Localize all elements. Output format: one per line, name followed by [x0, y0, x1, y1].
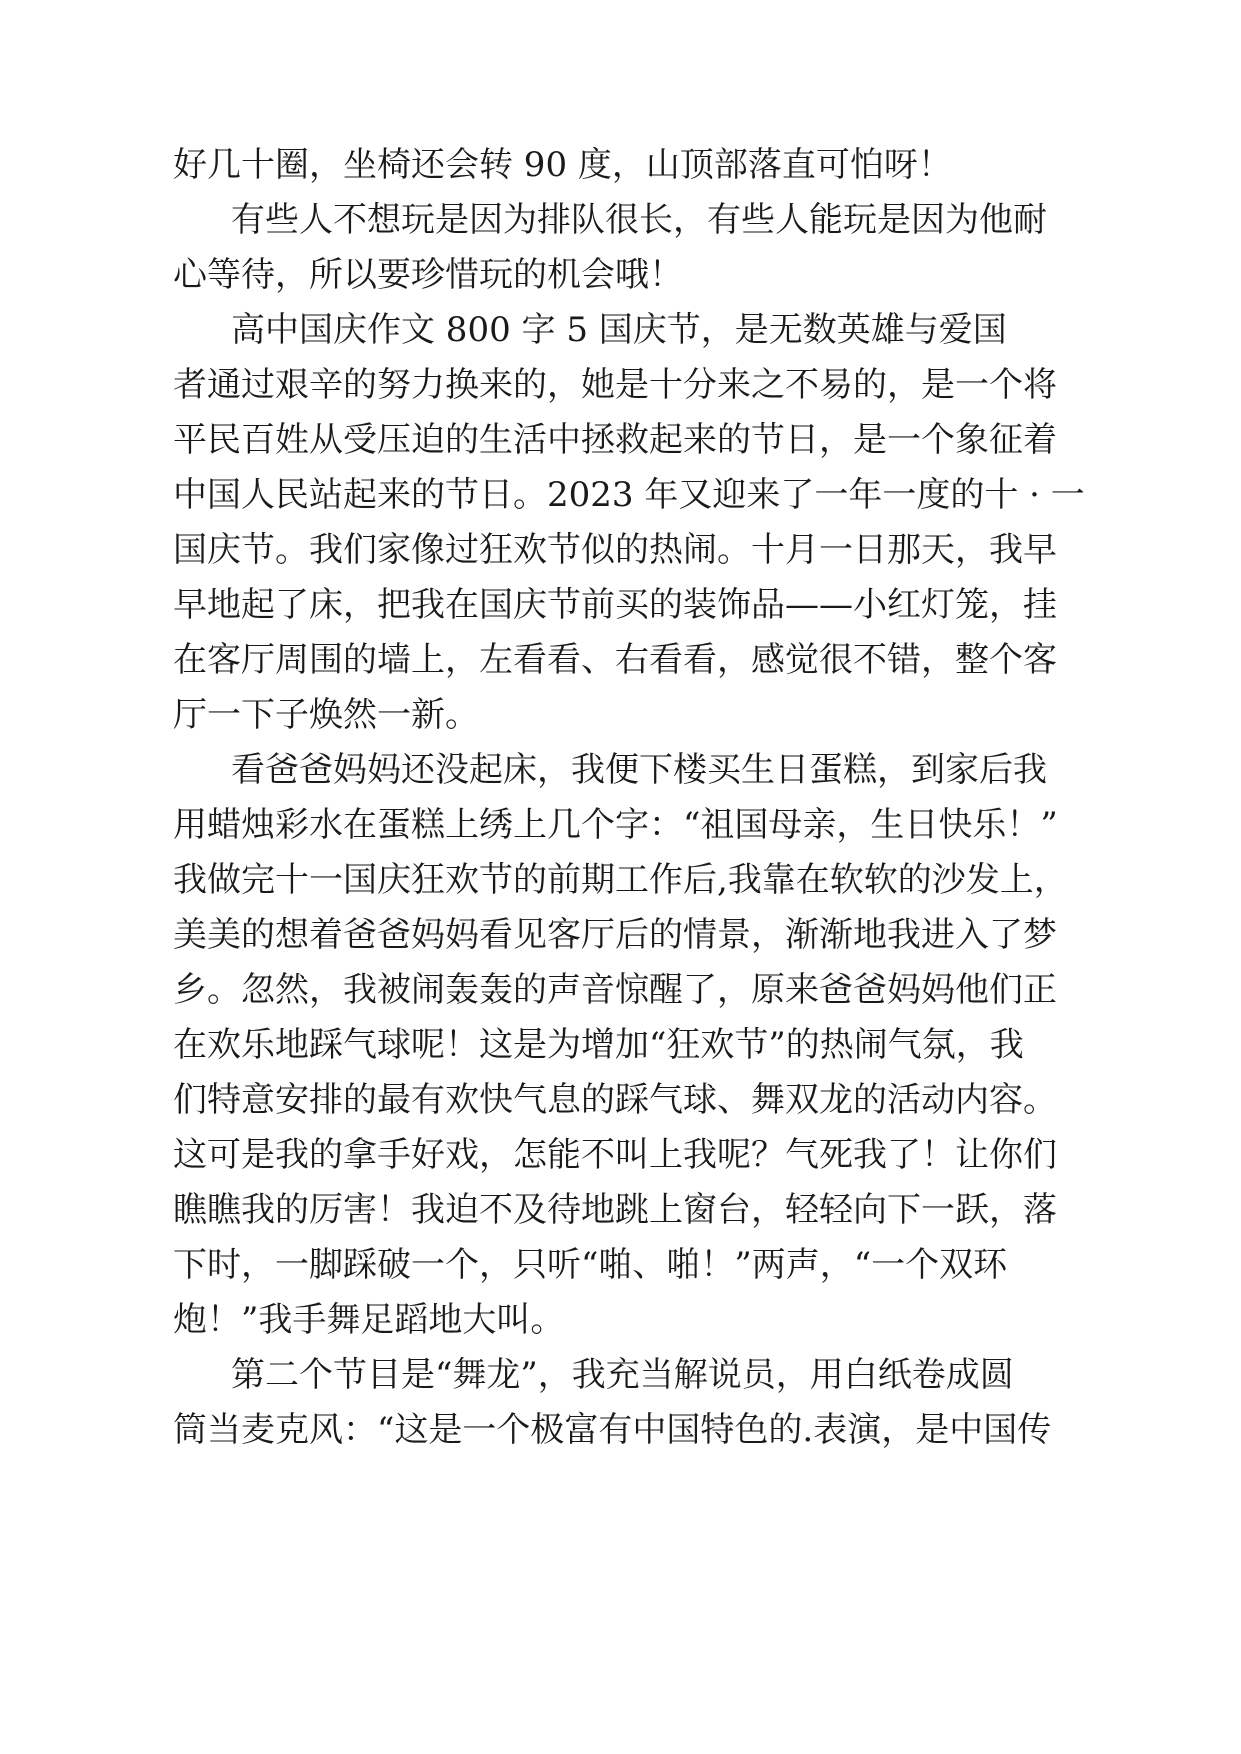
- text-line: 国庆节。我们家像过狂欢节似的热闹。十月一日那天，我早: [173, 530, 1057, 570]
- text-line: 炮！”我手舞足蹈地大叫。: [173, 1300, 565, 1340]
- text-line: 第二个节目是“舞龙”，我充当解说员，用白纸卷成圆: [231, 1355, 1014, 1395]
- text-line: 们特意安排的最有欢快气息的踩气球、舞双龙的活动内容。: [173, 1080, 1057, 1120]
- text-line: 在欢乐地踩气球呢！这是为增加“狂欢节”的热闹气氛，我: [173, 1025, 1024, 1065]
- text-line: 筒当麦克风：“这是一个极富有中国特色的.表演，是中国传: [173, 1410, 1052, 1450]
- text-line: 平民百姓从受压迫的生活中拯救起来的节日，是一个象征着: [173, 420, 1057, 460]
- text-line: 中国人民站起来的节日。2023 年又迎来了一年一度的十 · 一: [173, 475, 1085, 515]
- text-line: 有些人不想玩是因为排队很长，有些人能玩是因为他耐: [231, 200, 1047, 240]
- text-line: 美美的想着爸爸妈妈看见客厅后的情景，渐渐地我进入了梦: [173, 915, 1057, 955]
- text-line: 厅一下子焕然一新。: [173, 695, 479, 735]
- text-line: 心等待，所以要珍惜玩的机会哦！: [173, 255, 683, 295]
- text-line: 瞧瞧我的厉害！我迫不及待地跳上窗台，轻轻向下一跃，落: [173, 1190, 1057, 1230]
- text-line: 用蜡烛彩水在蛋糕上绣上几个字：“祖国母亲，生日快乐！”: [173, 805, 1058, 845]
- text-line: 在客厅周围的墙上，左看看、右看看，感觉很不错，整个客: [173, 640, 1057, 680]
- text-line: 早地起了床，把我在国庆节前买的装饰品——小红灯笼，挂: [173, 585, 1057, 625]
- text-line: 下时，一脚踩破一个，只听“啪、啪！”两声，“一个双环: [173, 1245, 1008, 1285]
- text-line: 高中国庆作文 800 字 5 国庆节，是无数英雄与爱国: [231, 310, 1007, 350]
- text-line: 看爸爸妈妈还没起床，我便下楼买生日蛋糕，到家后我: [231, 750, 1047, 790]
- text-line: 者通过艰辛的努力换来的，她是十分来之不易的，是一个将: [173, 365, 1057, 405]
- text-line: 我做完十一国庆狂欢节的前期工作后,我靠在软软的沙发上，: [173, 860, 1068, 900]
- text-line: 乡。忽然，我被闹轰轰的声音惊醒了，原来爸爸妈妈他们正: [173, 970, 1057, 1010]
- text-line: 这可是我的拿手好戏，怎能不叫上我呢？气死我了！让你们: [173, 1135, 1057, 1175]
- text-line: 好几十圈，坐椅还会转 90 度，山顶部落直可怕呀！: [173, 145, 952, 185]
